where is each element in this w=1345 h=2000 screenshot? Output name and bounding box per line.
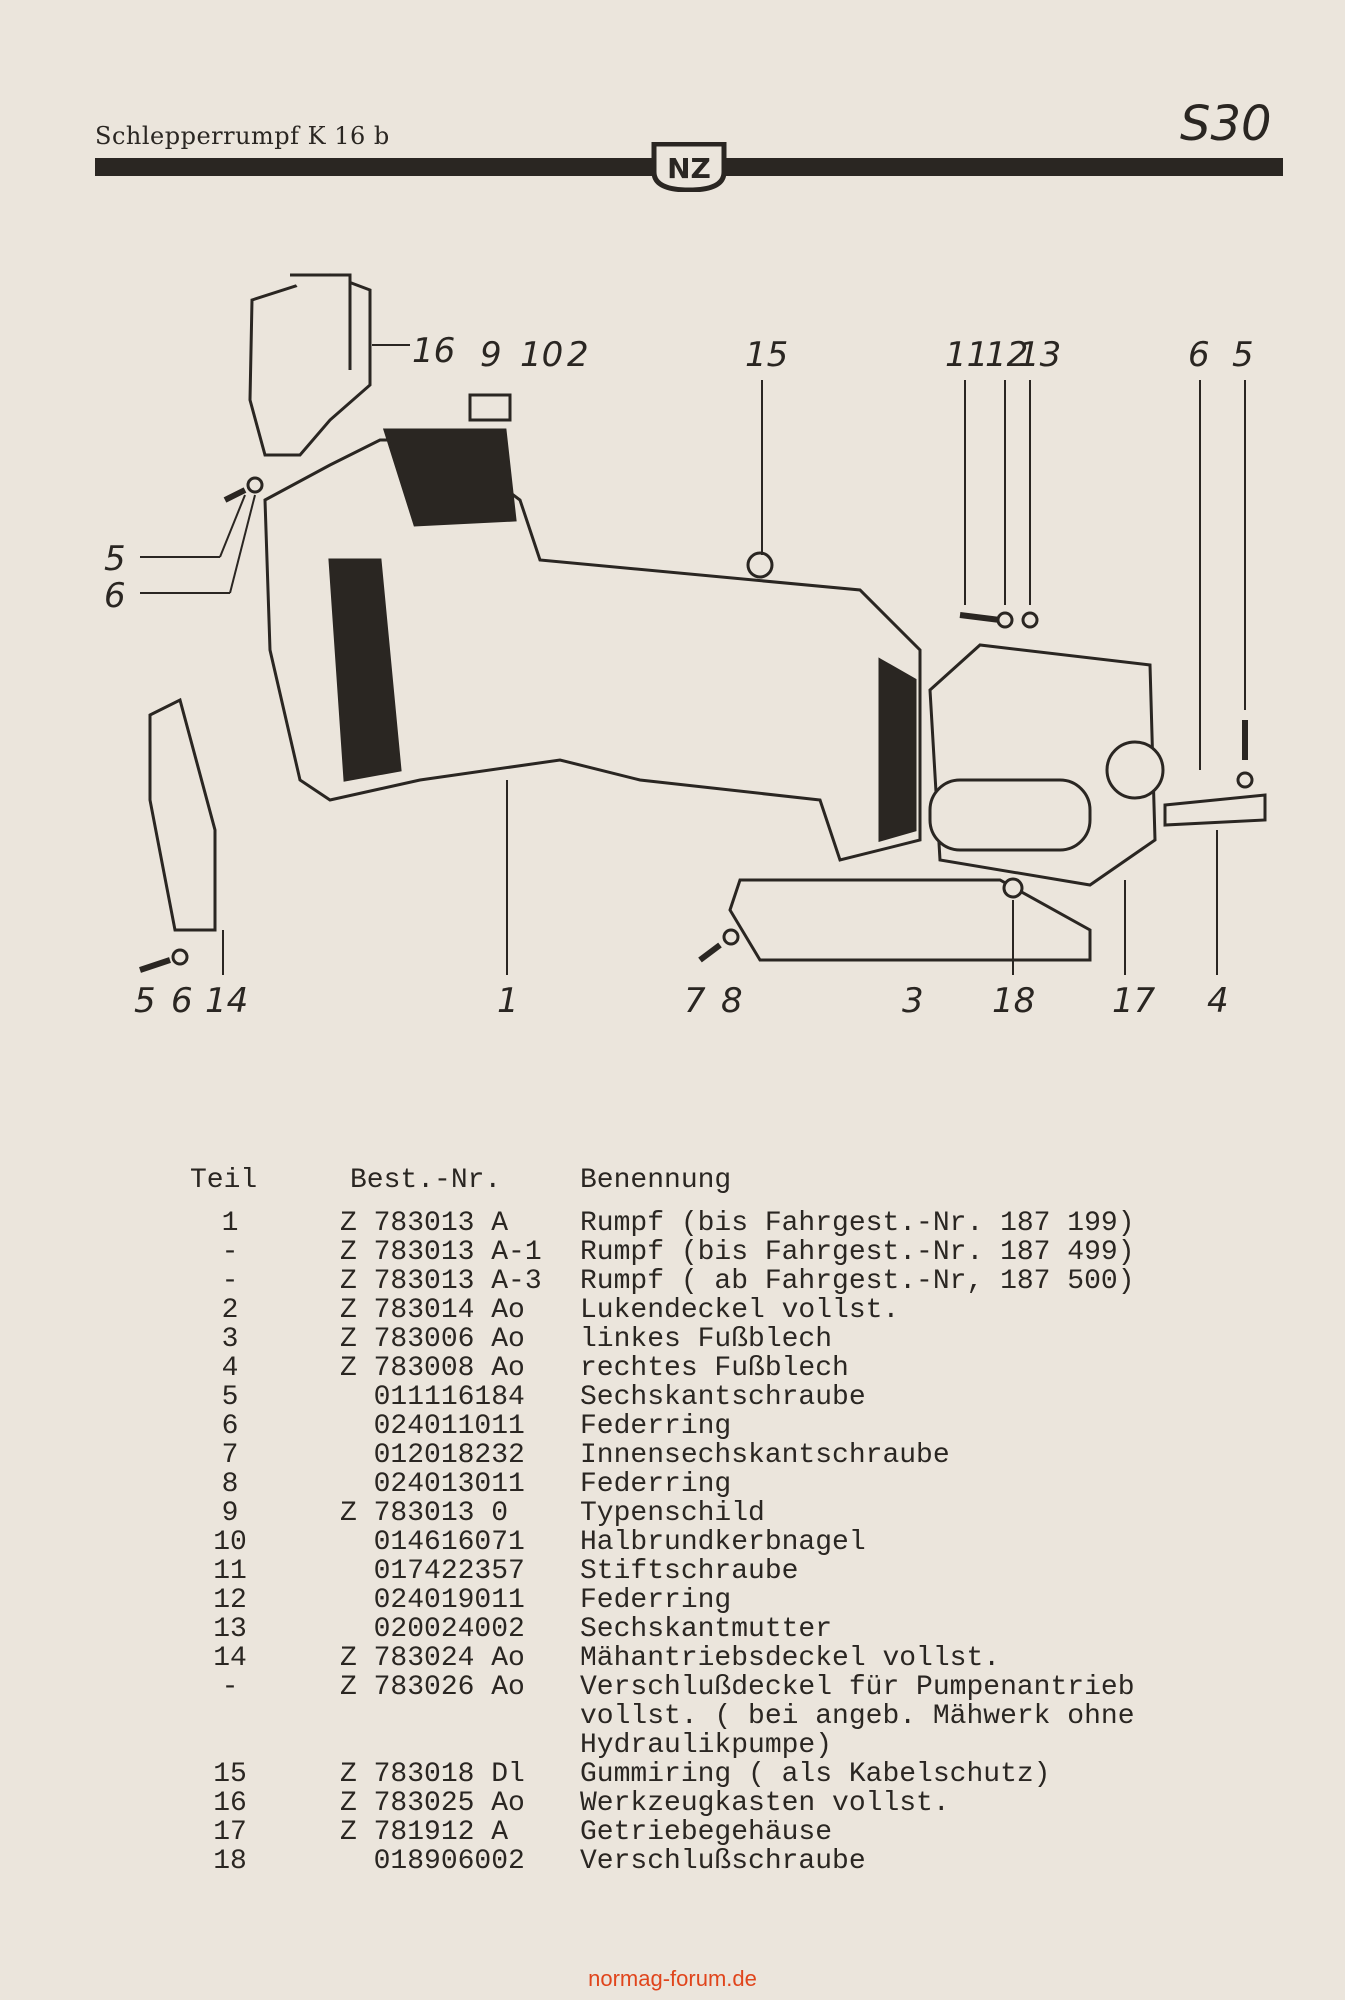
page-title: Schlepperrumpf K 16 b xyxy=(95,122,390,150)
nz-logo-icon xyxy=(650,142,728,192)
name-cell: Federring xyxy=(580,1469,732,1500)
name-cell: Typenschild xyxy=(580,1498,765,1529)
header-name: Benennung xyxy=(580,1165,732,1196)
order-no-cell: Z 783013 0 xyxy=(340,1498,509,1529)
order-no-cell: Z 783013 A-3 xyxy=(340,1266,542,1297)
callout-label: 14 xyxy=(205,981,249,1021)
table-row xyxy=(190,1383,1180,1412)
table-row xyxy=(190,1470,1180,1499)
table-row xyxy=(190,1354,1180,1383)
order-no-cell: Z 783025 Ao xyxy=(340,1788,525,1819)
table-row xyxy=(190,1441,1180,1470)
part-cell: 11 xyxy=(213,1556,247,1587)
table-row xyxy=(190,1615,1180,1644)
order-no-cell: 011116184 xyxy=(340,1382,525,1413)
table-row xyxy=(190,1673,1180,1760)
exploded-parts-diagram xyxy=(0,260,1345,1040)
part-cell: 3 xyxy=(221,1324,239,1355)
name-cell: rechtes Fußblech xyxy=(580,1353,849,1384)
name-cell: Halbrundkerbnagel xyxy=(580,1527,866,1558)
table-row xyxy=(190,1557,1180,1586)
part-cell: 10 xyxy=(213,1527,247,1558)
header-part: Teil xyxy=(190,1165,258,1196)
order-no-cell: 020024002 xyxy=(340,1614,525,1645)
order-no-cell: 017422357 xyxy=(340,1556,525,1587)
table-row xyxy=(190,1296,1180,1325)
name-cell: Stiftschraube xyxy=(580,1556,799,1587)
part-cell: 1 xyxy=(221,1208,239,1239)
order-no-cell: Z 783026 Ao xyxy=(340,1672,525,1703)
order-no-cell: Z 781912 A xyxy=(340,1817,509,1848)
table-header xyxy=(190,1166,1180,1195)
table-row xyxy=(190,1644,1180,1673)
name-cell: Gummiring ( als Kabelschutz) xyxy=(580,1759,1051,1790)
part-cell: 9 xyxy=(221,1498,239,1529)
table-row xyxy=(190,1586,1180,1615)
part-cell: 7 xyxy=(221,1440,239,1471)
name-cell: Sechskantschraube xyxy=(580,1382,866,1413)
part-cell: - xyxy=(221,1672,239,1703)
callout-label: 4 xyxy=(1207,981,1229,1021)
part-cell: 8 xyxy=(221,1469,239,1500)
name-cell: Rumpf ( ab Fahrgest.-Nr, 187 500) xyxy=(580,1266,1135,1297)
order-no-cell: 014616071 xyxy=(340,1527,525,1558)
part-cell: - xyxy=(221,1266,239,1297)
order-no-cell: Z 783014 Ao xyxy=(340,1295,525,1326)
part-cell: 4 xyxy=(221,1353,239,1384)
callout-label: 8 xyxy=(721,981,743,1021)
callout-label: 6 xyxy=(171,981,193,1021)
part-cell: 15 xyxy=(213,1759,247,1790)
table-row xyxy=(190,1209,1180,1238)
name-cell: Verschlußdeckel für Pumpenantrieb vollst. ( bei angeb. Mähwerk ohne Hydraulikpumpe) xyxy=(580,1672,1135,1761)
table-row xyxy=(190,1267,1180,1296)
callout-label: 7 xyxy=(684,981,706,1021)
name-cell: Sechskantmutter xyxy=(580,1614,833,1645)
name-cell: Lukendeckel vollst. xyxy=(580,1295,900,1326)
callout-label: 9 xyxy=(480,335,502,375)
order-no-cell: Z 783006 Ao xyxy=(340,1324,525,1355)
name-cell: Federring xyxy=(580,1411,732,1442)
table-body xyxy=(190,1209,1180,1876)
part-cell: 5 xyxy=(221,1382,239,1413)
table-row xyxy=(190,1412,1180,1441)
name-cell: linkes Fußblech xyxy=(580,1324,833,1355)
part-cell: - xyxy=(221,1237,239,1268)
header-order-no: Best.-Nr. xyxy=(350,1165,502,1196)
table-row xyxy=(190,1760,1180,1789)
order-no-cell: Z 783024 Ao xyxy=(340,1643,525,1674)
name-cell: Mähantriebsdeckel vollst. xyxy=(580,1643,1001,1674)
part-cell: 12 xyxy=(213,1585,247,1616)
order-no-cell: Z 783018 Dl xyxy=(340,1759,525,1790)
table-row xyxy=(190,1238,1180,1267)
table-row xyxy=(190,1499,1180,1528)
page-number: S30 xyxy=(1180,96,1272,152)
callout-label: 6 xyxy=(1188,335,1210,375)
name-cell: Rumpf (bis Fahrgest.-Nr. 187 199) xyxy=(580,1208,1135,1239)
callout-label: 5 xyxy=(1232,335,1254,375)
part-cell: 13 xyxy=(213,1614,247,1645)
order-no-cell: Z 783013 A-1 xyxy=(340,1237,542,1268)
callout-label: 18 xyxy=(992,981,1036,1021)
name-cell: Getriebegehäuse xyxy=(580,1817,833,1848)
table-row xyxy=(190,1789,1180,1818)
order-no-cell: Z 783008 Ao xyxy=(340,1353,525,1384)
part-cell: 6 xyxy=(221,1411,239,1442)
part-cell: 18 xyxy=(213,1846,247,1877)
part-cell: 14 xyxy=(213,1643,247,1674)
callout-label: 12 xyxy=(985,335,1029,375)
table-row xyxy=(190,1325,1180,1354)
name-cell: Verschlußschraube xyxy=(580,1846,866,1877)
part-cell: 17 xyxy=(213,1817,247,1848)
callout-label: 2 xyxy=(567,335,589,375)
name-cell: Federring xyxy=(580,1585,732,1616)
table-row xyxy=(190,1847,1180,1876)
callout-label: 1 xyxy=(497,981,519,1021)
callout-label: 15 xyxy=(745,335,789,375)
order-no-cell: 024019011 xyxy=(340,1585,525,1616)
callout-label: 17 xyxy=(1112,981,1156,1021)
order-no-cell: 018906002 xyxy=(340,1846,525,1877)
order-no-cell: 024013011 xyxy=(340,1469,525,1500)
callout-label: 5 xyxy=(134,981,156,1021)
name-cell: Werkzeugkasten vollst. xyxy=(580,1788,950,1819)
svg-text:NZ: NZ xyxy=(667,152,711,185)
callout-label: 6 xyxy=(104,576,126,616)
table-row xyxy=(190,1818,1180,1847)
callout-label: 13 xyxy=(1018,335,1062,375)
table-row xyxy=(190,1528,1180,1557)
callout-label: 5 xyxy=(104,539,126,579)
part-cell: 2 xyxy=(221,1295,239,1326)
callout-label: 10 xyxy=(520,335,564,375)
callout-label: 3 xyxy=(902,981,924,1021)
order-no-cell: 024011011 xyxy=(340,1411,525,1442)
parts-drawing xyxy=(140,275,1265,970)
name-cell: Innensechskantschraube xyxy=(580,1440,950,1471)
parts-table xyxy=(190,1166,1180,1876)
order-no-cell: 012018232 xyxy=(340,1440,525,1471)
part-cell: 16 xyxy=(213,1788,247,1819)
callout-label: 11 xyxy=(945,335,989,375)
callout-label: 16 xyxy=(412,331,456,371)
name-cell: Rumpf (bis Fahrgest.-Nr. 187 499) xyxy=(580,1237,1135,1268)
order-no-cell: Z 783013 A xyxy=(340,1208,509,1239)
watermark: normag-forum.de xyxy=(588,1966,757,1991)
